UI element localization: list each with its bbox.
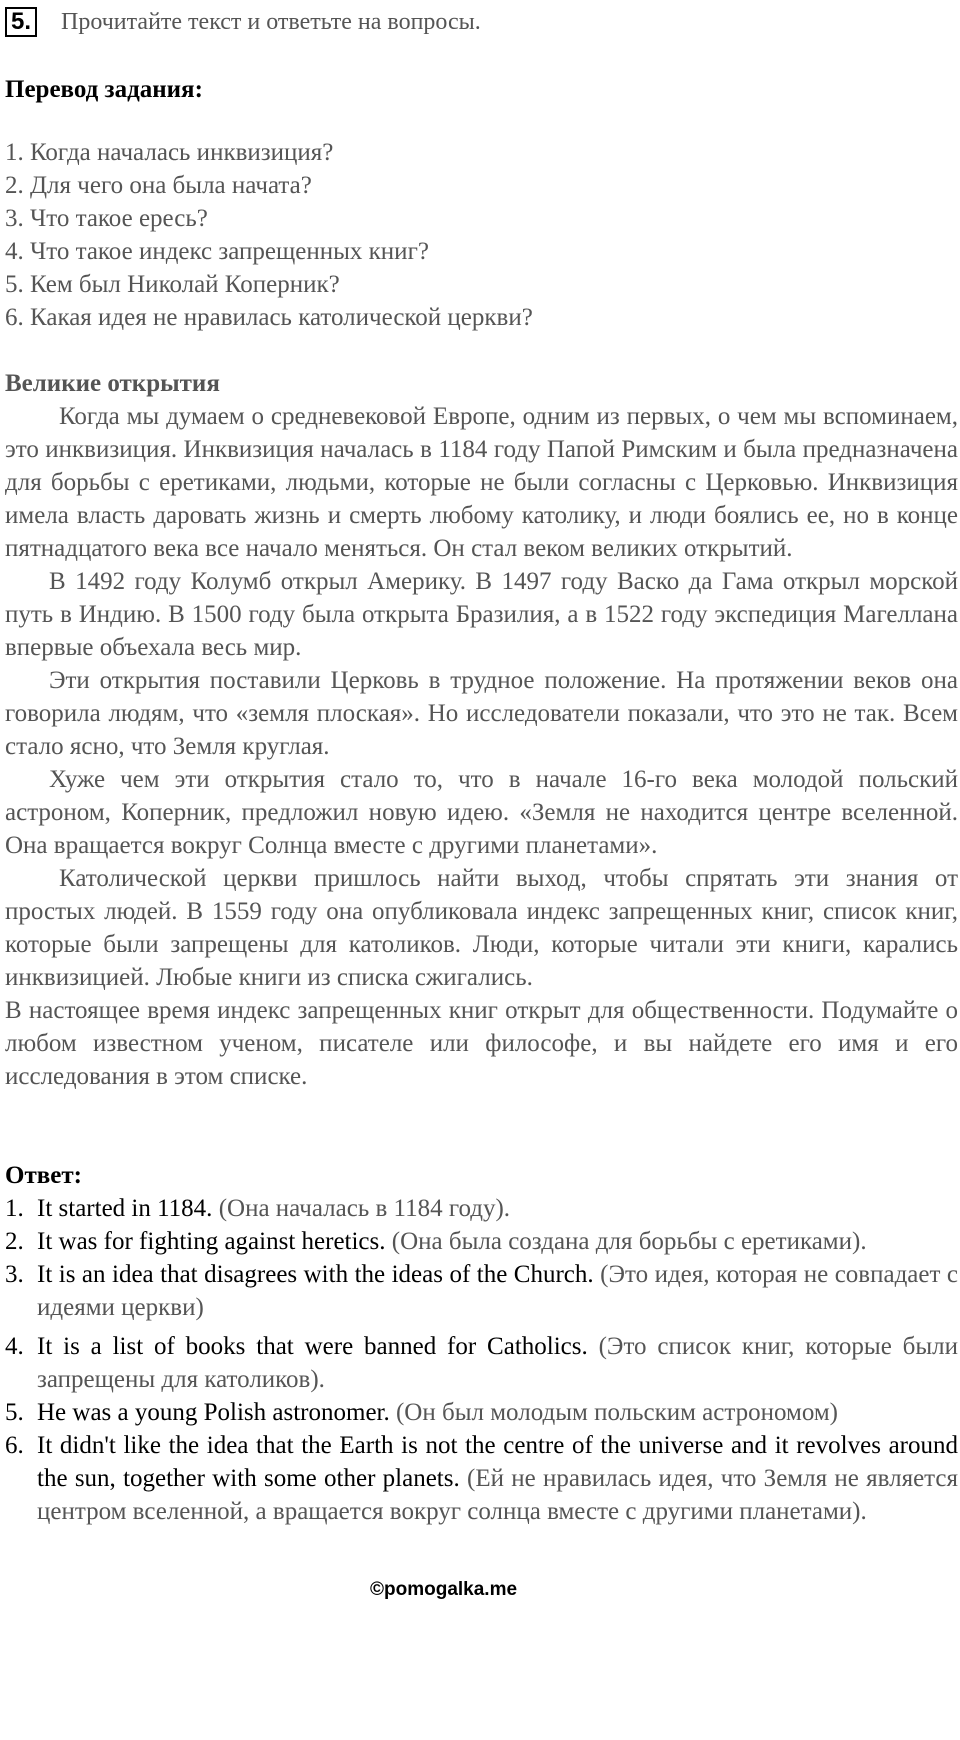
answer-item [5, 1192, 958, 1225]
document-page [5, 4, 958, 1528]
answer-item [5, 1258, 958, 1324]
answer-english: It was for fighting against heretics. [37, 1228, 386, 1255]
translation-heading: Перевод задания: [5, 76, 203, 103]
answer-item [5, 1396, 958, 1429]
reading-paragraph: В 1492 году Колумб открыл Америку. В 1497 году Васко да Гама открыл морской путь в Индию. В 1500 году была открыта Бразилия, а в 1522 году экспедиция Магеллана впервые объехала весь мир. [5, 568, 958, 661]
answer-russian: (Она была создана для борьбы с еретиками). [391, 1228, 867, 1255]
question-item: 5. Кем был Николай Коперник? [5, 271, 340, 298]
watermark-text: ©pomogalka.me [370, 1579, 518, 1600]
answer-russian: (Это список книг, которые были запрещены для католиков). [37, 1333, 959, 1393]
task-header [5, 4, 958, 40]
answer-list [5, 1192, 958, 1528]
reading-text [5, 400, 958, 1093]
question-item: 4. Что такое индекс запрещенных книг? [5, 238, 429, 265]
answer-english: It is an idea that disagrees with the ideas of the Church. [37, 1261, 594, 1288]
answer-english: It is a list of books that were banned for Catholics. [37, 1333, 588, 1360]
answer-number: 6. [5, 1432, 24, 1459]
answer-number: 1. [5, 1195, 24, 1222]
question-item: 6. Какая идея не нравилась католической церкви? [5, 304, 533, 331]
answer-russian: (Ей не нравилась идея, что Земля не является центром вселенной, а вращается вокруг солнца вместе с другими планетами). [37, 1465, 958, 1525]
reading-paragraph: Католической церкви пришлось найти выход, чтобы спрятать эти знания от простых людей. В 1559 году она опубликовала индекс запрещенных книг, список книг, которые были запрещены для католиков. Люди, которые читали эти книги, карались инквизицией. Любые книги из списка сжигались. [5, 865, 958, 991]
reading-paragraph: Хуже чем эти открытия стало то, что в начале 16-го века молодой польский астроном, Коперник, предложил новую идею. «Земля не находится центре вселенной. Она вращается вокруг Солнца вместе с другими планетами». [5, 766, 958, 859]
answer-russian: (Он был молодым польским астрономом) [395, 1399, 839, 1426]
answer-number: 5. [5, 1399, 24, 1426]
answer-item [5, 1225, 958, 1258]
question-item: 2. Для чего она была начата? [5, 172, 312, 199]
answer-number: 2. [5, 1228, 24, 1255]
question-item: 1. Когда началась инквизиция? [5, 139, 334, 166]
question-item: 3. Что такое ересь? [5, 205, 208, 232]
answer-english: He was a young Polish astronomer. [37, 1399, 390, 1426]
answer-item [5, 1330, 958, 1396]
answer-russian: (Это идея, которая не совпадает с идеями церкви) [37, 1261, 959, 1321]
answer-heading: Ответ: [5, 1162, 82, 1189]
reading-paragraph: В настоящее время индекс запрещенных книг открыт для общественности. Подумайте о любом известном ученом, писателе или философе, и вы найдете его имя и его исследования в этом списке. [5, 997, 958, 1090]
answer-russian: (Она началась в 1184 году). [218, 1195, 511, 1222]
answer-item [5, 1429, 958, 1528]
answer-number: 4. [5, 1333, 24, 1360]
answer-number: 3. [5, 1261, 24, 1288]
reading-title: Великие открытия [5, 370, 220, 397]
answer-english: It started in 1184. [37, 1195, 213, 1222]
answer-english: It didn't like the idea that the Earth is not the centre of the universe and it revolves around the sun, together with some other planets. [37, 1432, 958, 1492]
reading-paragraph: Эти открытия поставили Церковь в трудное положение. На протяжении веков она говорила людям, что «земля плоская». Но исследователи показали, что это не так. Всем стало ясно, что Земля круглая. [5, 667, 958, 760]
task-instruction: Прочитайте текст и ответьте на вопросы. [61, 8, 481, 35]
reading-paragraph: Когда мы думаем о средневековой Европе, одним из первых, о чем мы вспоминаем, это инквизиция. Инквизиция началась в 1184 году Папой Римским и была предназначена для борьбы с еретиками, людьми, которые не были согласны с Церковью. Инквизиция имела власть даровать жизнь и смерть любому католику, и люди боялись ее, но в конце пятнадцатого века все начало меняться. Он стал веком великих открытий. [5, 403, 958, 562]
task-number-box: 5. [5, 7, 37, 37]
question-list [5, 136, 958, 334]
